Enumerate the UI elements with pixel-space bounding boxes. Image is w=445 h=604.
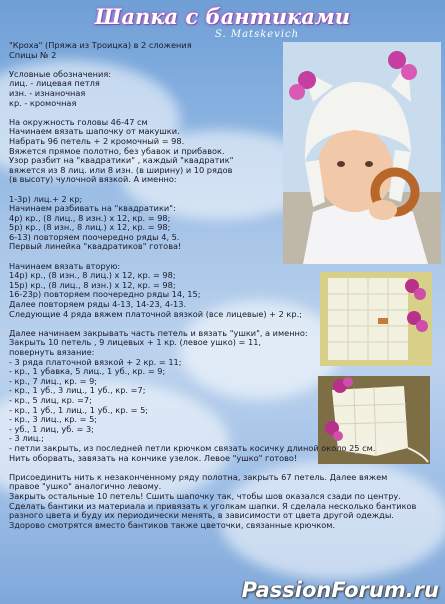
text-line: 6-13) повторяем поочередно ряды 4, 5. bbox=[9, 231, 180, 242]
text-line: Первый линейка "квадратиков" готова! bbox=[9, 241, 182, 252]
text-line: - 3 ряда платочной вязкой + 2 кр. = 11; bbox=[9, 356, 182, 367]
text-line: Далее начинаем закрывать часть петель и вязать "ушки", а именно: bbox=[9, 327, 308, 338]
text-line: Начинаем вязать шапочку от макушки. bbox=[9, 126, 180, 137]
text-line: 4р) кр., (8 лиц., 8 изн.) х 12, кр. = 98; bbox=[9, 212, 171, 223]
text-line: - кр., 1 убавка, 5 лиц., 1 уб., кр. = 9; bbox=[9, 366, 166, 377]
text-line: 5р) кр., (8 изн., 8 лиц.) х 12, кр. = 98; bbox=[9, 222, 171, 233]
text-line: кр. - кромочная bbox=[9, 97, 77, 108]
text-line: - петли закрыть, из последней петли крючком связать косичку длиной около 25 см. bbox=[9, 442, 376, 453]
text-line: 16-23р) повторяем поочередно ряды 14, 15; bbox=[9, 289, 201, 300]
instruction-text bbox=[9, 41, 439, 530]
text-line: 1-3р) лиц.+ 2 кр; bbox=[9, 193, 83, 204]
text-line: Вяжется прямое полотно, без убавок и прибавок. bbox=[9, 145, 225, 156]
text-line: правое "ушко" аналогично левому. bbox=[9, 481, 162, 492]
text-line: повернуть вязание: bbox=[9, 347, 95, 357]
text-line: Узор разбит на "квадратики" , каждый "квадратик" bbox=[9, 155, 234, 166]
page-title: Шапка с бантиками bbox=[94, 4, 351, 29]
text-line: Следующие 4 ряда вяжем платочной вязкой (все лицевые) + 2 кр.; bbox=[9, 308, 302, 319]
text-line: Сделать бантики из материала и привязать к уголкам шапки. Я сделала несколько бантиков bbox=[9, 500, 417, 511]
text-line: Закрыть 10 петель , 9 лицевых + 1 кр. (левое ушко) = 11, bbox=[9, 337, 262, 348]
text-line: Здорово смотрятся вместо бантиков также цветочки, связанные крючком. bbox=[9, 519, 336, 530]
text-line: Условные обозначения: bbox=[9, 68, 112, 79]
text-line: Закрыть остальные 10 петель! Сшить шапочку так, чтобы шов оказался сзади по центру. bbox=[9, 490, 401, 501]
text-line: "Кроха" (Пряжа из Троицка) в 2 сложения bbox=[9, 40, 192, 50]
text-line: 15р) кр., (8 лиц., 8 изн.) х 12, кр. = 98; bbox=[9, 279, 176, 290]
text-line: - кр., 1 уб., 1 лиц., 1 уб., кр. = 5; bbox=[9, 404, 149, 415]
text-line: - кр., 7 лиц., кр. = 9; bbox=[9, 375, 98, 386]
text-line: разного цвета и буду их периодически менять, в зависимости от цвета другой одежды. bbox=[9, 510, 394, 521]
author-signature: S. Matskevich bbox=[215, 29, 300, 40]
text-line: Начинаем вязать вторую: bbox=[9, 260, 121, 271]
text-line: Присоединить нить к незаконченному ряду полотна, закрыть 67 петель. Далее вяжем bbox=[9, 471, 388, 482]
text-line: Спицы № 2 bbox=[9, 49, 57, 60]
text-line: - 3 лиц.; bbox=[9, 433, 44, 444]
text-line: 14р) кр., (8 изн., 8 лиц.) х 12, кр. = 98; bbox=[9, 270, 176, 281]
text-line: - кр., 1 уб., 3 лиц., 1 уб., кр. =7; bbox=[9, 385, 146, 396]
text-line: Нить оборвать, завязать на кончике узелок. Левое "ушко" готово! bbox=[9, 452, 298, 463]
text-line: - кр., 5 лиц, кр. =7; bbox=[9, 394, 92, 405]
text-line: изн. - изнаночная bbox=[9, 87, 86, 98]
text-line: лиц. - лицевая петля bbox=[9, 78, 100, 89]
text-line: Далее повторяем ряды 4-13, 14-23, 4-13. bbox=[9, 299, 187, 310]
watermark: PassionForum.ru bbox=[241, 578, 439, 602]
text-line: (в высоту) чулочной вязкой. А именно: bbox=[9, 174, 177, 185]
text-line: вяжется из 8 лиц. или 8 изн. (в ширину) и 10 рядов bbox=[9, 164, 233, 175]
text-line: Набрать 96 петель + 2 кромочный = 98. bbox=[9, 135, 185, 146]
text-line: Начинаем разбивать на "квадратики": bbox=[9, 203, 176, 214]
text-line: - кр., 3 лиц., кр. = 5; bbox=[9, 414, 98, 425]
text-line: На окружность головы 46-47 см bbox=[9, 116, 148, 127]
text-line: - уб., 1 лиц, уб. = 3; bbox=[9, 423, 94, 434]
